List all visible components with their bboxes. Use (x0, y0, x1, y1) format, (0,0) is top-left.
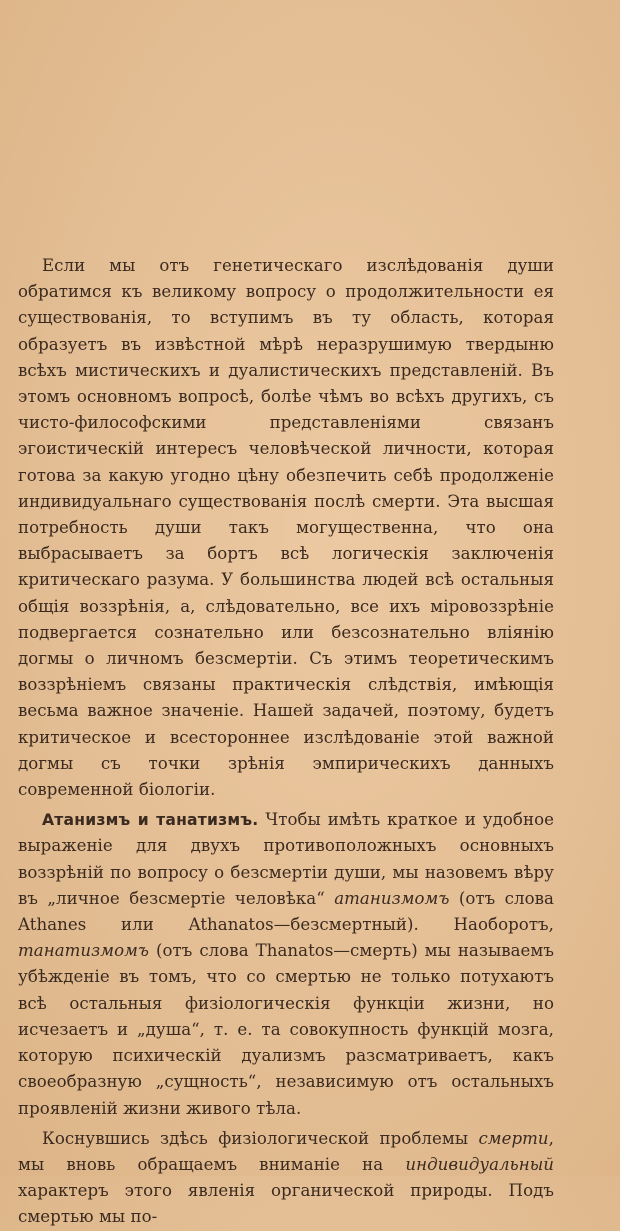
paragraph-3-text-3: характеръ этого явленія органической природы. Подъ смертью мы по- (18, 1181, 554, 1227)
section-heading: Атанизмъ и танатизмъ. (42, 811, 259, 830)
term-tanatizm: танатизмомъ (18, 941, 150, 961)
page-text (18, 253, 554, 1231)
paragraph-2 (18, 807, 554, 1121)
paragraph-3-text-2: , мы вновь обращаемъ вниманіе на (18, 1128, 554, 1174)
paragraph-3 (18, 1126, 554, 1231)
paragraph-1 (18, 253, 554, 803)
term-individualnyi: индивидуальный (405, 1154, 554, 1174)
paragraph-2-text-3: (отъ слова Thanatos—смерть) мы называемъ убѣжденіе въ томъ, что со смертью не только потухаютъ всѣ остальныя физіологическія функціи жизни, но исчезаетъ и „душа“, т. е. та совокупность функцій мозга, которую психическій дуализмъ разсматриваетъ, какъ своеобразную „сущность“, независимую отъ остальныхъ проявленій жизни живого тѣла. (18, 941, 554, 1118)
term-atanizm: атанизмомъ (334, 888, 450, 908)
paragraph-2-text-2: (отъ слова Athanes или Athanatos—безсмертный). Наоборотъ, (18, 888, 554, 935)
paragraph-3-text-1: Коснувшись здѣсь физіологической проблемы (42, 1128, 479, 1148)
paragraph-1-text: Если мы отъ генетическаго изслѣдованія души обратимся къ великому вопросу о продолжительности ея существованія, то вступимъ въ ту область, которая образуетъ въ извѣстной мѣрѣ неразрушимую твердыню всѣхъ мистическихъ и дуалистическихъ представленій. Въ этомъ основномъ вопросѣ, болѣе чѣмъ во всѣхъ другихъ, съ чисто-философскими представленіями связанъ эгоистическій интересъ человѣческой личности, которая готова за какую угодно цѣну обезпечить себѣ продолженіе индивидуальнаго существованія послѣ смерти. Эта высшая потребность души такъ могущественна, что она выбрасываетъ за бортъ всѣ логическія заключенія критическаго разума. У большинства людей всѣ остальныя общія воззрѣнія, а, слѣдовательно, все ихъ міровоззрѣніе подвергается сознательно или безсознательно вліянію догмы о личномъ безсмертіи. Съ этимъ теоретическимъ воззрѣніемъ связаны практическія слѣдствія, имѣющія весьма важное значеніе. Нашей задачей, поэтому, будетъ критическое и всестороннее изслѣдованіе этой важной догмы съ точки зрѣнія эмпирическихъ данныхъ современной біологіи. (18, 256, 554, 800)
term-smerti: смерти (478, 1128, 549, 1148)
paragraph-2-text-1: Чтобы имѣть краткое и удобное выраженіе для двухъ противоположныхъ основныхъ воззрѣній по вопросу о безсмертіи души, мы назовемъ вѣру въ „личное безсмертіе человѣка“ (18, 810, 554, 908)
